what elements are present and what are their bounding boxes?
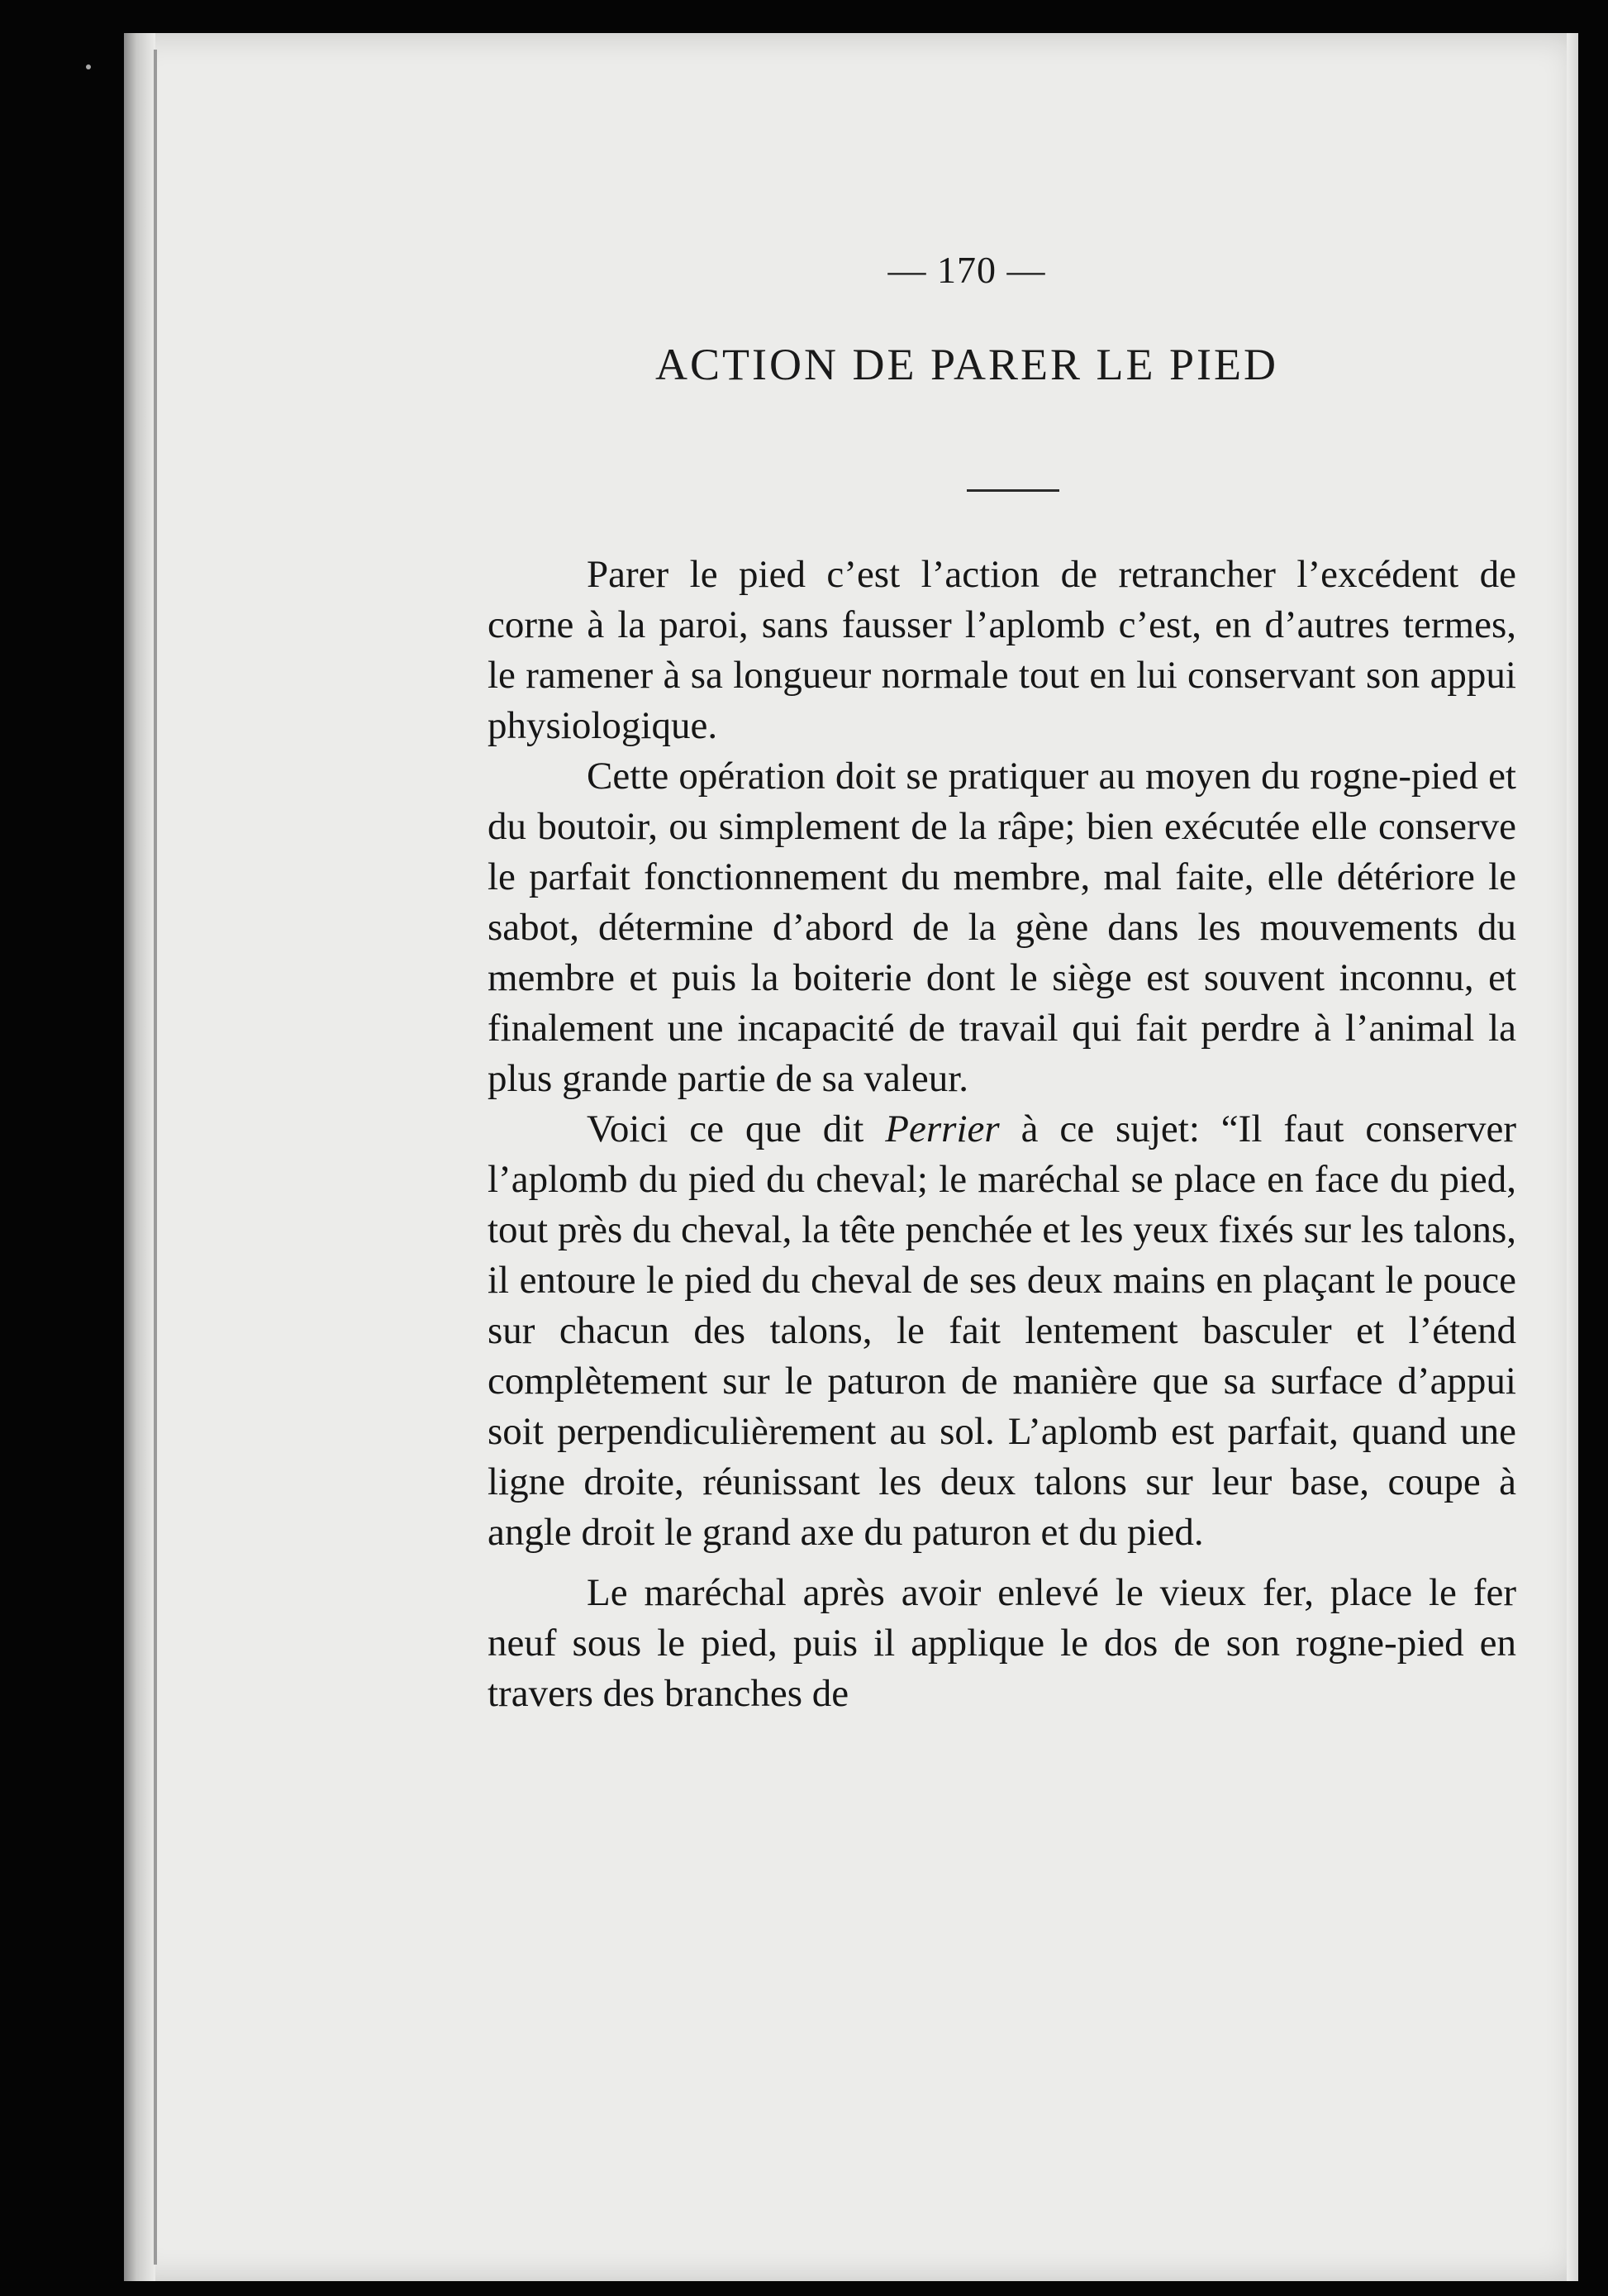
scan-speck	[86, 64, 91, 69]
page-edge-line	[154, 50, 157, 2265]
page-right-edge	[1567, 33, 1578, 2281]
author-name: Perrier	[885, 1108, 1000, 1150]
page-gutter-shadow	[124, 33, 155, 2281]
paragraph-1: Parer le pied c’est l’action de retrancher l’excédent de corne à la paroi, sans fausser l’aplomb c’est, en d’autres termes, le ramener à sa longueur normale tout en lui conservant son appui physiologique.	[488, 553, 1516, 747]
title-rule	[967, 489, 1059, 492]
body-text	[488, 550, 1516, 1719]
paragraph-3-before: Voici ce que dit	[587, 1108, 886, 1150]
chapter-title: ACTION DE PARER LE PIED	[654, 340, 1279, 389]
paragraph-3	[488, 1104, 1516, 1558]
paragraph-2: Cette opération doit se pratiquer au moyen du rogne-pied et du boutoir, ou simplement de la râpe; bien exécutée elle conserve le parfait fonctionnement du membre, mal faite, elle détériore le sabot, détermine d’abord de la gène dans les mouvements du membre et puis la boiterie dont le siège est souvent inconnu, et finalement une incapacité de travail qui fait perdre à l’animal la plus grande partie de sa valeur.	[488, 755, 1516, 1100]
paragraph-4: Le maréchal après avoir enlevé le vieux fer, place le fer neuf sous le pied, puis il applique le dos de son rogne-pied en travers des branches de	[488, 1571, 1516, 1715]
page-number: — 170 —	[887, 249, 1046, 291]
paragraph-3-after: à ce sujet: “Il faut conserver l’aplomb du pied du cheval; le maréchal se place en face du pied, tout près du cheval, la tête penchée et les yeux fixés sur les talons, il entoure le pied du cheval de ses deux mains en plaçant le pouce sur chacun des talons, le fait lentement basculer et l’étend complètement sur le paturon de manière que sa surface d’appui soit perpendiculièrement au sol. L’aplomb est parfait, quand une ligne droite, réunissant les deux talons sur leur base, coupe à angle droit le grand axe du paturon et du pied.	[488, 1108, 1516, 1554]
